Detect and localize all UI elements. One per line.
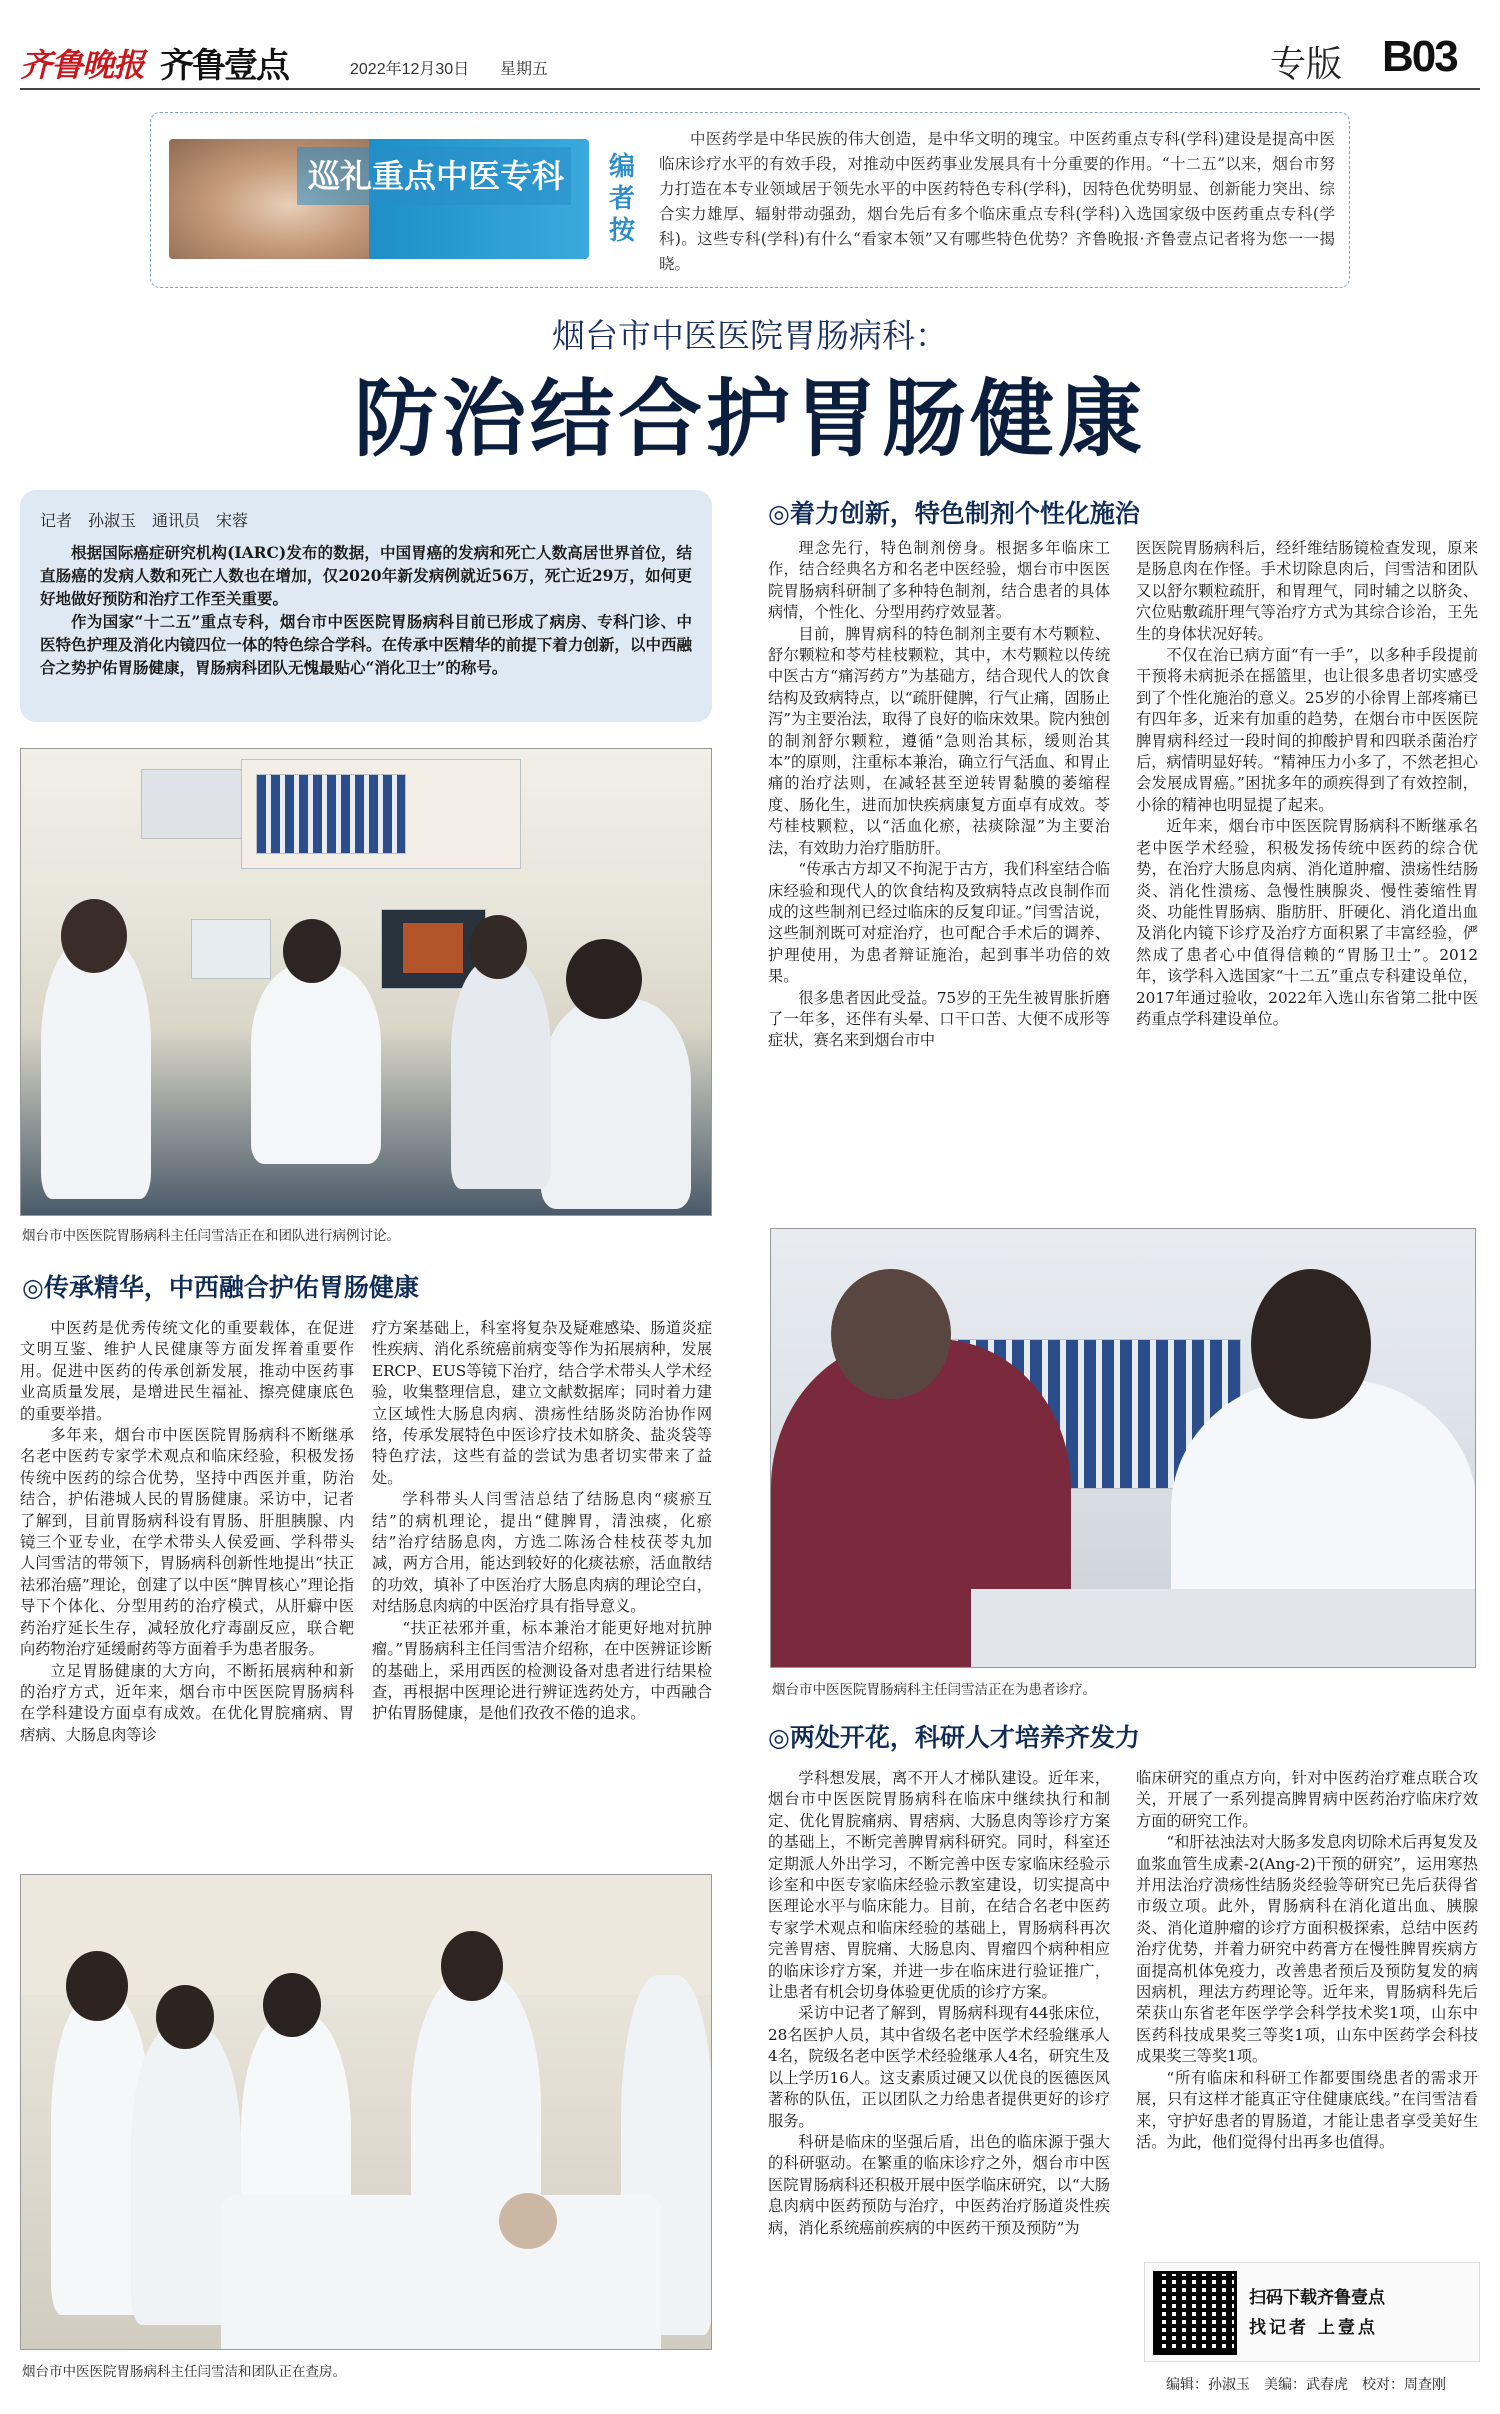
byline: 记者 孙淑玉 通讯员 宋蓉: [40, 511, 249, 530]
staff-figure: [41, 939, 151, 1199]
paragraph: 立足胃肠健康的大方向，不断拓展病种和新的治疗方式，近年来，烟台市中医医院胃肠病科在学科建设方面卓有成效。在优化胃脘痛病、胃痞病、大肠息肉等诊: [20, 1661, 354, 1744]
paragraph: “和肝祛浊法对大肠多发息肉切除术后再复发及血浆血管生成素-2(Ang-2)干预的研究”，运用寒热并用法治疗溃疡性结肠炎经验等研究已先后获得省市级立项。此外，胃肠病科在消化道出血、胰腺炎、消化道肿瘤的诊疗方面积极探索，总结中医药治疗优势，并着力研究中药膏方在慢性脾胃疾病方面提高机体免疫力，改善患者预后及预防复发的病因病机，理法方药理论等。近年来，胃肠病科先后荣获山东省老年医学学会科学技术奖1项，山东中医药科技成果奖三等奖1项，山东中医药学会科技成果奖三等奖1项。: [1136, 1833, 1478, 2066]
monitor-image-detail: [191, 919, 271, 979]
app-logo: 齐鲁壹点: [160, 46, 288, 86]
paragraph: 疗方案基础上，科室将复杂及疑难感染、肠道炎症性疾病、消化系统癌前病变等作为拓展病种，发展ERCP、EUS等镜下治疗，结合学术带头人学术经验，收集整理信息，建立文献数据库；同时着力建立区域性大肠息肉病、溃疡性结肠炎防治协作网络，传承发展特色中医诊疗技术如脐灸、盐炎袋等特色疗法，这些有益的尝试为患者切实带来了益处。: [372, 1319, 712, 1487]
photo-caption: 烟台市中医医院胃肠病科主任闫雪洁正在和团队进行病例讨论。: [22, 1228, 400, 1244]
text-column: [768, 1768, 1110, 2239]
text-column: [372, 1318, 712, 1725]
photo-case-discussion: [20, 748, 712, 1216]
paragraph: 近年来，烟台市中医医院胃肠病科不断继承名老中医学术经验，积极发扬传统中医药的综合优势，在治疗大肠息肉病、消化道肿瘤、溃疡性结肠炎、消化性溃疡、急慢性胰腺炎、慢性萎缩性胃炎、功能性胃肠病、脂肪肝、肝硬化、消化道出血及消化内镜下诊疗及治疗方面积累了丰富经验，俨然成了患者心中值得信赖的“胃肠卫士”。2012年，该学科入选国家“十二五”重点专科建设单位，2017年通过验收，2022年入选山东省第二批中医药重点学科建设单位。: [1136, 817, 1478, 1028]
masthead: [20, 22, 1480, 92]
doctor-figure: [251, 964, 381, 1164]
paragraph: “扶正祛邪并重，标本兼治才能更好地对抗肿瘤。”胃肠病科主任闫雪洁介绍称，在中医辨证诊断的基础上，采用西医的检测设备对患者进行结果检查，再根据中医理论进行辨证选药处方，中西融合护佑胃肠健康，是他们孜孜不倦的追求。: [372, 1618, 712, 1723]
staff-head: [263, 1973, 321, 2037]
qr-promo-line2: 找记者 上壹点: [1249, 2318, 1378, 2338]
paragraph: 科研是临床的坚强后盾，出色的临床源于强大的科研驱动。在繁重的临床诊疗之外，烟台市中医医院胃肠病科还积极开展中医学临床研究，以“大肠息肉病中医药预防与治疗，中医药治疗肠道炎性疾病，消化系统癌前疾病的中医药干预及预防”为: [768, 2132, 1110, 2237]
masthead-divider: [20, 88, 1480, 90]
lead-paragraph: 作为国家“十二五”重点专科，烟台市中医医院胃肠病科目前已形成了病房、专科门诊、中医特色护理及消化内镜四位一体的特色综合学科。在传承中医精华的前提下着力创新，以中西融合之势护佑胃肠健康，胃肠病科团队无愧最贴心“消化卫士”的称号。: [40, 612, 692, 677]
newspaper-logo: 齐鲁晚报: [20, 46, 145, 84]
section-label: 专版: [1270, 44, 1343, 85]
paragraph: 不仅在治已病方面“有一手”，以多种手段提前干预将未病扼杀在摇篮里，也让很多患者切实感受到了个性化施治的意义。25岁的小徐胃上部疼痛已有四年多，近来有加重的趋势，在烟台市中医医院脾胃病科经过一段时间的抑酸护胃和四联杀菌治疗后，病情明显好转。“精神压力小多了，不然老担心会发展成胃癌。”困扰多年的顽疾得到了有效控制，小徐的精神也明显提了起来。: [1136, 646, 1478, 814]
issue-date: 2022年12月30日: [350, 61, 470, 78]
paragraph: 采访中记者了解到，胃肠病科现有44张床位，28名医护人员，其中省级名老中医学术经验继承人4名，院级名老中医学术经验继承人4名，研究生及以上学历16人。这支素质过硬又以优良的医德医风著称的队伍，正以团队之力给患者提供更好的诊疗服务。: [768, 2004, 1110, 2130]
hospital-bed-image: [221, 2195, 661, 2350]
column-banner-title: 巡礼重点中医专科: [307, 157, 564, 195]
staff-head: [66, 1951, 128, 2021]
paragraph: 很多患者因此受益。75岁的王先生被胃胀折磨了一年多，还伴有头晕、口干口苦、大便不成形等症状，赛名来到烟台市中: [768, 988, 1110, 1050]
paragraph: 中医药是优秀传统文化的重要载体，在促进文明互鉴、维护人民健康等方面发挥着重要作用。促进中医药的传承创新发展，推动中医药事业高质量发展，是增进民生福祉、擦亮健康底色的重要举措。: [20, 1319, 354, 1423]
staff-figure: [541, 999, 691, 1209]
paragraph: “所有临床和科研工作都要围绕患者的需求开展，只有这样才能真正守住健康底线。”在闫雪洁看来，守护好患者的胃肠道，才能让患者享受美好生活。为此，他们觉得付出再多也值得。: [1136, 2068, 1478, 2151]
qr-promo: [1144, 2262, 1480, 2362]
article-headline: 防治结合护胃肠健康: [353, 369, 1146, 468]
staff-figure: [451, 959, 551, 1189]
binders-image-detail: [256, 774, 406, 854]
editor-note-tag: 编者按: [609, 152, 636, 246]
paragraph: 学科想发展，离不开人才梯队建设。近年来，烟台市中医医院胃肠病科在临床中继续执行和制定、优化胃脘痛病、胃痞病、大肠息肉等诊疗方案的基础上，不断完善脾胃病科研究。同时，科室还定期派人外出学习，不断完善中医专家临床经验示诊室和中医专家临床经验示教室建设，切实提高中医理论水平与临床能力。目前，在结合名老中医药专家学术观点和临床经验的基础上，胃肠病科再次完善胃痞、胃脘痛、大肠息肉、胃瘤四个病种相应的临床诊疗方案，并进一步在临床进行验证推广，让患者有机会切身体验更优质的诊疗方案。: [768, 1769, 1110, 2002]
paragraph: 理念先行，特色制剂傍身。根据多年临床工作，结合经典名方和名老中医经验，烟台市中医医院胃肠病科研制了多种特色制剂，结合患者的具体病情，个性化、分型用药疗效显著。: [768, 539, 1110, 622]
staff-head: [156, 1985, 214, 2049]
issue-weekday: 星期五: [500, 61, 549, 78]
paragraph: 医医院胃肠病科后，经纤维结肠镜检查发现，原来是肠息肉在作怪。手术切除息肉后，闫雪洁和团队又以舒尔颗粒疏肝，和胃理气，同时辅之以脐灸、穴位贴敷疏肝理气等治疗方式为其综合诊治，王先生的身体状况好转。: [1136, 539, 1478, 643]
article-subhead: 烟台市中医医院胃肠病科：: [552, 316, 948, 355]
desk-image-detail: [971, 1589, 1476, 1668]
endoscopy-screen-image: [403, 923, 463, 973]
section-heading: ◎着力创新，特色制剂个性化施治: [768, 499, 1140, 528]
patient-head: [499, 2193, 557, 2249]
paragraph: “传承古方却又不拘泥于古方，我们科室结合临床经验和现代人的饮食结构及致病特点改良制作而成的这些制剂已经过临床的反复印证。”闫雪洁说，这些制剂既可对症治疗，也可配合手术后的调养、护理使用，为患者辩证施治，起到事半功倍的效果。: [768, 860, 1110, 986]
lead-box: [20, 490, 712, 722]
section-heading: ◎两处开花，科研人才培养齐发力: [768, 1723, 1140, 1752]
staff-head: [566, 939, 642, 1019]
doctor-head: [1251, 1269, 1371, 1419]
paragraph: 临床研究的重点方向，针对中医药治疗难点联合攻关，开展了一系列提高脾胃病中医药治疗临床疗效方面的研究工作。: [1136, 1769, 1478, 1830]
editor-note-text: 中医药学是中华民族的伟大创造，是中华文明的瑰宝。中医药重点专科(学科)建设是提高中医临床诊疗水平的有效手段，对推动中医药事业发展具有十分重要的作用。“十二五”以来，烟台市努力打造在本专业领域居于领先水平的中医药特色专科(学科)，因特色优势明显、创新能力突出、综合实力雄厚、辐射带动强劲，烟台先后有多个临床重点专科(学科)入选国家级中医药重点专科(学科)。这些专科(学科)有什么“看家本领”又有哪些特色优势？齐鲁晚报·齐鲁壹点记者将为您一一揭晓。: [659, 130, 1335, 273]
photo-patient-consultation: [770, 1228, 1476, 1668]
text-column: [768, 538, 1110, 1052]
text-column: [1136, 538, 1478, 1030]
text-column: [1136, 1768, 1478, 2153]
section-heading: ◎传承精华，中西融合护佑胃肠健康: [22, 1273, 419, 1302]
paragraph: 多年来，烟台市中医医院胃肠病科不断继承名老中医药专家学术观点和临床经验，积极发扬传统中医药的综合优势，坚持中西医并重，防治结合，护佑港城人民的胃肠健康。采访中，记者了解到，目前胃肠病科设有胃肠、肝胆胰腺、内镜三个亚专业，在学术带头人侯爱画、学科带头人闫雪洁的带领下，胃肠病科创新性地提出“扶正祛邪治癌”理论，创建了以中医“脾胃核心”理论指导下个体化、分型用药的治疗模式，从肝癖中医药治疗延长生存，减轻放化疗毒副反应，联合靶向药物治疗延缓耐药等方面着手为患者服务。: [20, 1426, 354, 1659]
staff-head: [61, 899, 127, 973]
paragraph: 目前，脾胃病科的特色制剂主要有木芍颗粒、舒尔颗粒和苓芍桂枝颗粒，其中，木芍颗粒以传统中医古方“痛泻药方”为基础方，结合现代人的饮食结构及致病特点，以“疏肝健脾，行气止痛，固肠止泻”为主要治法，取得了良好的临床效果。院内独创的制剂舒尔颗粒，遵循“急则治其标，缓则治其本”的原则，注重标本兼治，确立行气活血、和胃止痛的治疗法则，在减轻甚至逆转胃黏膜的萎缩程度、肠化生，进而加快疾病康复方面卓有成效。苓芍桂枝颗粒，以“活血化瘀，祛痰除湿”为主要治法，有效助力治疗脂肪肝。: [768, 624, 1110, 857]
photo-caption: 烟台市中医医院胃肠病科主任闫雪洁正在为患者诊疗。: [772, 1682, 1096, 1698]
qr-code-icon[interactable]: [1153, 2271, 1237, 2355]
photo-ward-round: [20, 1874, 712, 2350]
photo-caption: 烟台市中医医院胃肠病科主任闫雪洁和团队正在查房。: [22, 2364, 346, 2380]
doctor-head: [283, 919, 341, 983]
paragraph: 学科带头人闫雪洁总结了结肠息肉“痰瘀互结”的病机理论，提出“健脾胃，清浊痰，化瘀结”治疗结肠息肉，方选二陈汤合桂枝茯苓丸加减，两方合用，能达到较好的化痰祛瘀，活血散结的功效，填补了中医治疗大肠息肉病的理论空白，对结肠息肉病的中医治疗具有指导意义。: [372, 1490, 712, 1616]
doctor-head: [441, 1931, 503, 2001]
staff-head: [469, 915, 527, 979]
patient-head: [831, 1269, 951, 1399]
lead-paragraph: 根据国际癌症研究机构(IARC)发布的数据，中国胃癌的发病和死亡人数高居世界首位，结直肠癌的发病人数和死亡人数也在增加，仅2020年新发病例就近56万，死亡近29万，如何更好地做好预防和治疗工作至关重要。: [40, 543, 692, 608]
qr-promo-line1: 扫码下载齐鲁壹点: [1249, 2288, 1385, 2308]
page-number: B03: [1382, 32, 1457, 81]
editor-note-box: [150, 112, 1350, 288]
editorial-credits: 编辑：孙淑玉 美编：武春虎 校对：周查刚: [1166, 2377, 1446, 2393]
text-column: [20, 1318, 354, 1746]
